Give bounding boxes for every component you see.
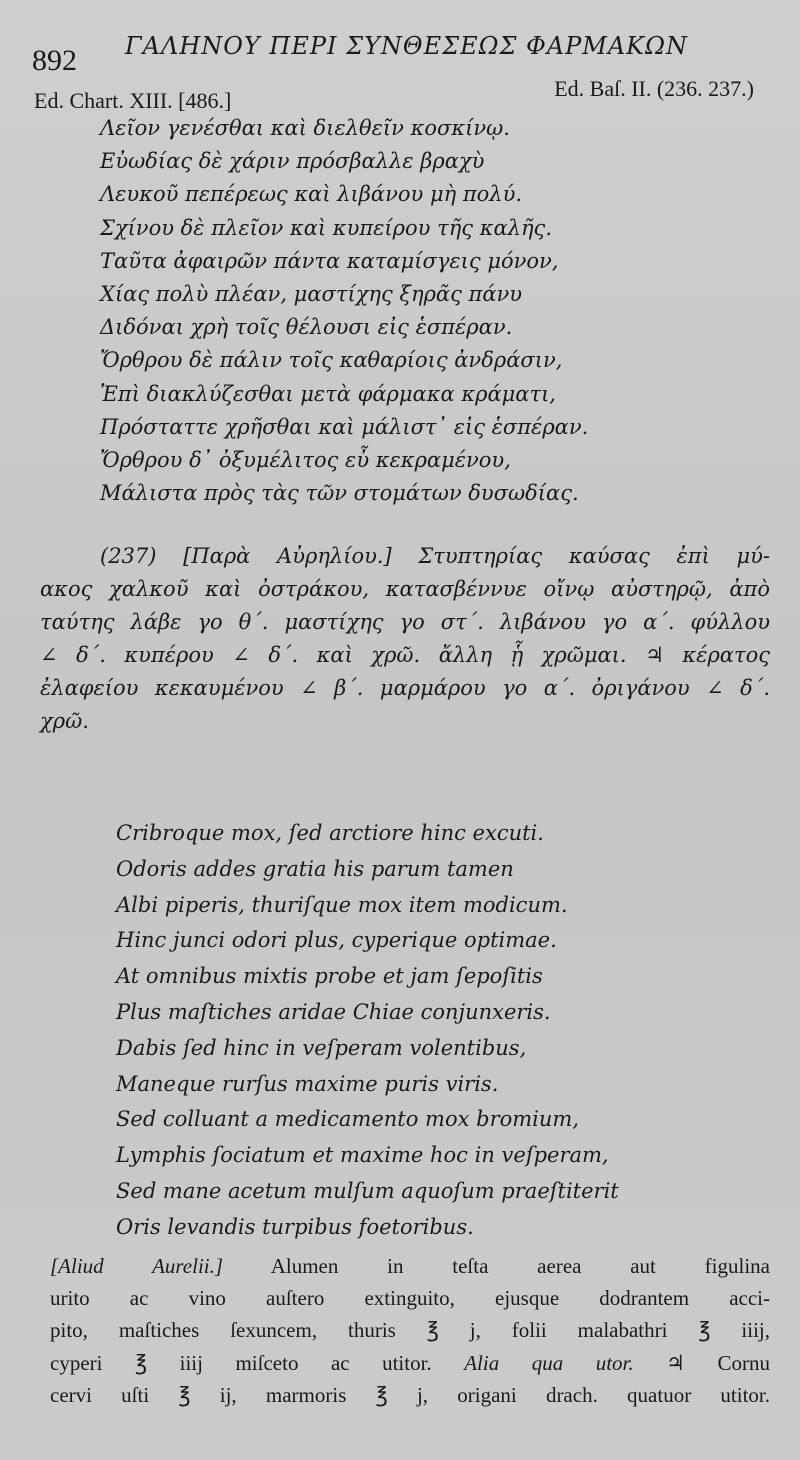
- greek-verse-line: Ὄρθρου δὲ πάλιν τοῖς καθαρίοις ἀνδράσιν,: [100, 348, 563, 373]
- greek-verse-line: Ἐπὶ διακλύζεσθαι μετὰ φάρμακα κράματι,: [100, 381, 556, 406]
- latin-prose-text: cyperi ℥ iiij miſceto ac utitor.: [50, 1350, 432, 1375]
- latin-verse-line: Lymphis ſociatum et maxime hoc in veſperam,: [116, 1143, 609, 1168]
- greek-prose-line: (237) [Παρὰ Αὐρηλίου.] Στυπτηρίας καύσας ἐπὶ μύ-: [100, 544, 770, 568]
- latin-prose-block: [50, 1250, 770, 1411]
- edition-reference-left: Ed. Chart. XIII. [486.]: [34, 88, 232, 113]
- latin-prose-italic-phrase: Alia qua utor.: [464, 1350, 634, 1375]
- latin-verse-line: Oris levandis turpibus foetoribus.: [116, 1214, 474, 1239]
- page-number: 892: [32, 44, 77, 77]
- latin-verse-line: Hinc junci odori plus, cyperique optimae.: [116, 928, 557, 953]
- latin-verse-line: Sed mane acetum mulſum aquoſum praeſtiterit: [116, 1178, 619, 1203]
- latin-prose-text: ♃ Cornu: [666, 1350, 771, 1375]
- latin-prose-text: Alumen in teſta aerea aut figulina: [270, 1254, 770, 1278]
- greek-prose-line: χρῶ.: [40, 709, 89, 733]
- greek-verse-line: Εὐωδίας δὲ χάριν πρόσβαλλε βραχὺ: [100, 149, 485, 174]
- greek-prose-line: ταύτης λάβε γο θ΄. μαστίχης γο στ΄. λιβάνου γο α΄. φύλλου: [40, 610, 770, 634]
- greek-verse-line: Σχίνου δὲ πλεῖον καὶ κυπείρου τῆς καλῆς.: [100, 215, 552, 240]
- latin-verse-line: Odoris addes gratia his parum tamen: [116, 856, 514, 881]
- greek-verse-line: Διδόναι χρὴ τοῖς θέλουσι εἰς ἑσπέραν.: [100, 315, 513, 340]
- greek-verse-line: Ὄρθρου δ᾽ ὀξυμέλιτος εὖ κεκραμένου,: [100, 447, 511, 472]
- greek-prose-line: ακος χαλκοῦ καὶ ὀστράκου, κατασβέννυε οἴνῳ αὐστηρῷ, ἀπὸ: [40, 577, 770, 601]
- greek-prose-line: ἐλαφείου κεκαυμένου ∠ β΄. μαρμάρου γο α΄. ὀριγάνου ∠ δ΄.: [40, 676, 770, 700]
- greek-prose-block: [40, 540, 770, 738]
- latin-verse-line: Cribroque mox, ſed arctiore hinc excuti.: [116, 821, 544, 845]
- latin-verse-line: At omnibus mixtis probe et jam ſepoſitis: [116, 964, 543, 989]
- greek-verse-line: Λεῖον γενέσθαι καὶ διελθεῖν κοσκίνῳ.: [100, 116, 510, 140]
- greek-verse-line: Πρόσταττε χρῆσθαι καὶ μάλιστ᾽ εἰς ἑσπέραν.: [100, 414, 589, 439]
- latin-prose-heading: [Aliud Aurelii.]: [50, 1254, 224, 1278]
- greek-prose-line: ∠ δ΄. κυπέρου ∠ δ΄. καὶ χρῶ. ἄλλη ᾗ χρῶμαι. ♃ κέρατος: [40, 643, 770, 667]
- greek-verse-line: Λευκοῦ πεπέρεως καὶ λιβάνου μὴ πολύ.: [100, 182, 523, 207]
- latin-verse-line: Plus maſtiches aridae Chiae conjunxeris.: [116, 999, 551, 1024]
- page-header: [0, 0, 800, 120]
- greek-verse-block: [100, 112, 780, 510]
- latin-verse-block: [116, 816, 776, 1246]
- greek-verse-line: Ταῦτα ἀφαιρῶν πάντα καταμίσγεις μόνον,: [100, 248, 559, 273]
- latin-verse-line: Maneque rurſus maxime puris viris.: [116, 1071, 499, 1096]
- latin-prose-line: [50, 1250, 770, 1282]
- greek-verse-line: Μάλιστα πρὸς τὰς τῶν στομάτων δυσωδίας.: [100, 481, 579, 506]
- latin-verse-line: Dabis ſed hinc in veſperam volentibus,: [116, 1035, 527, 1060]
- running-title: ΓΑΛΗΝΟΥ ΠΕΡΙ ΣΥΝΘΕΣΕΩΣ ΦΑΡΜΑΚΩΝ: [125, 32, 688, 60]
- latin-prose-line: [50, 1347, 770, 1379]
- edition-reference-right: Ed. Baſ. II. (236. 237.): [554, 76, 754, 101]
- latin-prose-line: urito ac vino auſtero extinguito, ejusque dodrantem acci-: [50, 1286, 770, 1311]
- greek-verse-line: Χίας πολὺ πλέαν, μαστίχης ξηρᾶς πάνυ: [100, 281, 523, 306]
- latin-prose-line: pito, maſtiches ſexuncem, thuris ℥ j, folii malabathri ℥ iiij,: [50, 1318, 770, 1343]
- latin-prose-line: cervi uſti ℥ ij, marmoris ℥ j, origani drach. quatuor utitor.: [50, 1382, 770, 1407]
- latin-verse-line: Albi piperis, thuriſque mox item modicum.: [116, 892, 568, 917]
- latin-verse-line: Sed colluant a medicamento mox bromium,: [116, 1107, 579, 1132]
